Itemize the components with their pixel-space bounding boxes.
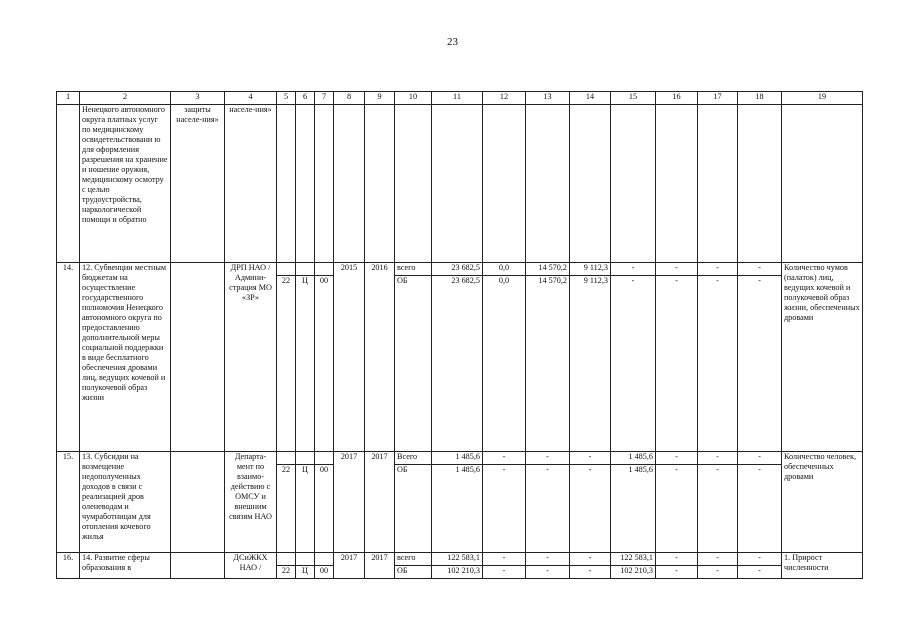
value-cell: - [738,452,782,465]
value-cell: 23 682,5 [432,263,483,276]
value-cell: 9 112,3 [570,276,611,452]
value-cell: - [698,465,738,553]
value-cell: - [526,452,570,465]
value-cell: - [738,553,782,566]
header-cell: 3 [171,92,225,105]
code-cell: 00 [315,465,334,553]
header-cell: 17 [698,92,738,105]
row-executor: Департа-мент по взаимо-действию с ОМСУ и внешним связям НАО [225,452,277,553]
row-source: всего [395,263,432,276]
value-cell: 102 210,3 [611,566,656,579]
value-cell: 1 485,6 [611,465,656,553]
value-cell: - [656,452,698,465]
value-cell: 122 583,1 [432,553,483,566]
value-cell: - [526,553,570,566]
table-row [57,263,863,276]
row-indicator: 1. Прирост численности [782,553,863,579]
code-cell: 22 [277,566,296,579]
header-cell: 10 [395,92,432,105]
value-cell: - [656,276,698,452]
value-cell: - [570,566,611,579]
row-number: 16. [57,553,80,579]
value-cell: - [483,566,526,579]
value-cell: - [698,566,738,579]
row-end-year: 2017 [365,553,395,579]
code-cell: Ц [296,276,315,452]
code-cell: 00 [315,566,334,579]
row-source: ОБ [395,566,432,579]
row-source: всего [395,553,432,566]
value-cell: - [738,263,782,276]
row-start-year: 2017 [334,553,365,579]
row-indicator: Количество человек, обеспеченных дровами [782,452,863,553]
value-cell: - [526,566,570,579]
value-cell: - [483,452,526,465]
header-cell: 7 [315,92,334,105]
row-end-year: 2016 [365,263,395,452]
value-cell: - [656,263,698,276]
row-source: ОБ [395,276,432,452]
row-indicator: Количество чумов (палаток) лиц, ведущих кочевой и полукочевой образ жизни, обеспеченных дровами [782,263,863,452]
program-table [56,91,863,579]
value-cell: - [738,276,782,452]
header-cell: 19 [782,92,863,105]
value-cell: - [698,263,738,276]
cont-col4-cell: населе-ния» [225,105,277,263]
header-row [57,92,863,105]
code-cell: 00 [315,276,334,452]
row-number: 15. [57,452,80,553]
value-cell: 1 485,6 [611,452,656,465]
value-cell: - [698,452,738,465]
value-cell: - [738,566,782,579]
value-cell: 102 210,3 [432,566,483,579]
header-cell: 5 [277,92,296,105]
value-cell: - [656,553,698,566]
row-executor: ДРП НАО / Админи-страция МО «ЗР» [225,263,277,452]
header-cell: 12 [483,92,526,105]
value-cell: - [570,465,611,553]
header-cell: 2 [80,92,171,105]
row-name: 13. Субсидии на возмещение недополученных доходов в связи с реализацией дров оленеводам и чумработницам для отопления кочевого жилья [80,452,171,553]
value-cell: 0,0 [483,276,526,452]
value-cell: - [526,465,570,553]
header-cell: 11 [432,92,483,105]
header-cell: 13 [526,92,570,105]
value-cell: 14 570,2 [526,263,570,276]
page-number: 23 [447,36,458,48]
header-cell: 15 [611,92,656,105]
header-cell: 4 [225,92,277,105]
row-number: 14. [57,263,80,452]
code-cell: 22 [277,276,296,452]
value-cell: - [698,276,738,452]
code-cell: Ц [296,465,315,553]
row-start-year: 2017 [334,452,365,553]
value-cell: 14 570,2 [526,276,570,452]
header-cell: 8 [334,92,365,105]
value-cell: - [611,276,656,452]
row-end-year: 2017 [365,452,395,553]
value-cell: - [570,553,611,566]
row-source: Всего [395,452,432,465]
header-cell: 1 [57,92,80,105]
table-row-continued [57,105,863,263]
value-cell: 122 583,1 [611,553,656,566]
value-cell: - [611,263,656,276]
value-cell: 9 112,3 [570,263,611,276]
value-cell: - [656,465,698,553]
row-name: 14. Развитие сферы образования в [80,553,171,579]
row-source: ОБ [395,465,432,553]
header-cell: 6 [296,92,315,105]
value-cell: 23 682,5 [432,276,483,452]
value-cell: - [656,566,698,579]
row-start-year: 2015 [334,263,365,452]
row-executor: ДСиЖКХ НАО / [225,553,277,579]
value-cell: - [570,452,611,465]
header-cell: 18 [738,92,782,105]
table-row [57,452,863,465]
row-name: 12. Субвенции местным бюджетам на осуществление государственного полномочия Ненецкого автономного округа по предоставлению дополнительной меры социальной поддержки в виде бесплатного обеспечения дровами лиц, ведущих кочевой и полукочевой образ жизни [80,263,171,452]
code-cell: Ц [296,566,315,579]
table-row [57,553,863,566]
value-cell: - [483,553,526,566]
value-cell: 0,0 [483,263,526,276]
value-cell: - [483,465,526,553]
header-cell: 9 [365,92,395,105]
cont-col3-cell: защиты населе-ния» [171,105,225,263]
value-cell: 1 485,6 [432,452,483,465]
cont-name-cell: Ненецкого автономного округа платных услуг по медицинскому освидетельствовани ю для оформления разрешения на хранение и ношение оружия, медицинскому осмотру с целью трудоустройства, наркологической помощи и обратно [80,105,171,263]
header-cell: 14 [570,92,611,105]
code-cell: 22 [277,465,296,553]
value-cell: - [738,465,782,553]
value-cell: - [698,553,738,566]
value-cell: 1 485,6 [432,465,483,553]
header-cell: 16 [656,92,698,105]
